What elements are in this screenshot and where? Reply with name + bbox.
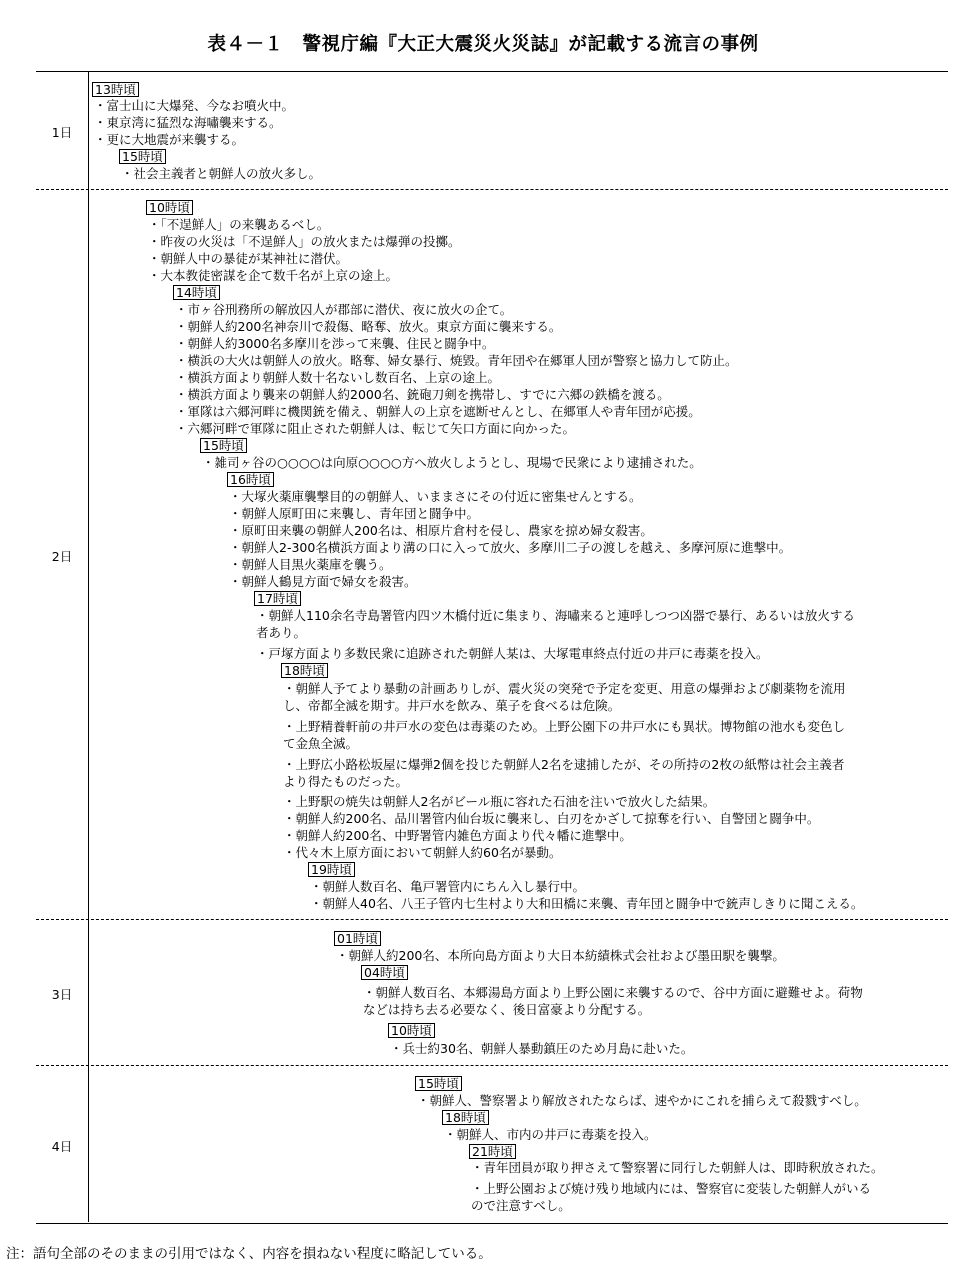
rumor-item: ・上野精養軒前の井戸水の変色は毒薬のため。上野公園下の井戸水にも異状。博物館の池水も変色し [283,719,846,734]
day-label: 3日 [51,987,73,1002]
rumor-item: ・上野公園および焼け残り地域内には、警察官に変装した朝鮮人がいる [471,1181,872,1196]
time-marker: 21時頃 [469,1144,516,1159]
rumor-item: ・朝鮮人数百名、本郷湯島方面より上野公園に来襲するので、谷中方面に避難せよ。荷物 [363,985,863,1000]
time-marker: 01時頃 [334,931,381,946]
time-marker: 10時頃 [388,1023,435,1038]
rumor-item: ・朝鮮人、警察署より解放されたならば、速やかにこれを捕らえて殺戮すべし。 [417,1093,867,1108]
time-marker: 04時頃 [361,965,408,980]
rumor-item: ・富士山に大爆発、今なお噴火中。 [94,98,295,113]
rumor-item: て金魚全滅。 [283,736,359,751]
rumor-item: ・朝鮮人約200名、品川署管内仙台坂に襲来し、白刃をかざして掠奪を行い、自警団と闘争中。 [283,811,820,826]
rumor-item: ・大塚火薬庫襲撃目的の朝鮮人、いままさにその付近に密集せんとする。 [229,489,642,504]
rumor-item: ・横浜方面より朝鮮人数十名ないし数百名、上京の途上。 [175,370,501,385]
day-separator [36,1065,948,1066]
rumor-item: ・朝鮮人約3000名多摩川を渉って来襲、住民と闘争中。 [175,336,495,351]
rumor-item: より得たものだった。 [283,774,409,789]
rumor-item: ・上野広小路松坂屋に爆弾2個を投じた朝鮮人2名を逮捕したが、その所持の2枚の紙幣は社会主義者 [283,757,845,772]
rumor-item: ・兵士約30名、朝鮮人暴動鎮圧のため月島に赴いた。 [390,1041,694,1056]
time-marker: 15時頃 [119,149,166,164]
rumor-item: ・朝鮮人約200名、中野署管内雑色方面より代々幡に進撃中。 [283,828,632,843]
rumor-item: などは持ち去る必要なく、後日富豪より分配する。 [363,1002,651,1017]
time-marker: 18時頃 [442,1110,489,1125]
rumor-item: ・朝鮮人2-300名横浜方面より溝の口に入って放火、多摩川二子の渡しを越え、多摩河原に進撃中。 [229,540,792,555]
footnote: 注：語句全部のそのままの引用ではなく、内容を損ねない程度に略記している。 [6,1246,492,1262]
rumor-item: ・原町田来襲の朝鮮人200名は、相原片倉村を侵し、農家を掠め婦女殺害。 [229,523,653,538]
day-separator [36,189,948,190]
rumor-item: ・戸塚方面より多数民衆に追跡された朝鮮人某は、大塚電車終点付近の井戸に毒薬を投入。 [256,646,769,661]
rumor-item: 者あり。 [256,625,307,640]
rumor-item: ・朝鮮人中の暴徒が某神社に潜伏。 [148,251,349,266]
rumor-item: ・朝鮮人目黒火薬庫を襲う。 [229,557,392,572]
rumor-item: ・青年団員が取り押さえて警察署に同行した朝鮮人は、即時釈放された。 [471,1160,884,1175]
time-marker: 15時頃 [415,1076,462,1091]
rumor-item: ・朝鮮人40名、八王子管内七生村より大和田橋に来襲、青年団と闘争中で銃声しきりに聞こえる。 [310,896,864,911]
rumor-item: ・朝鮮人数百名、亀戸署管内にちん入し暴行中。 [310,879,586,894]
rumor-item: ・六郷河畔で軍隊に阻止された朝鮮人は、転じて矢口方面に向かった。 [175,421,576,436]
rumor-item: ・更に大地震が来襲する。 [94,132,245,147]
time-marker: 14時頃 [173,285,220,300]
rumor-item: ・代々木上原方面において朝鮮人約60名が暴動。 [283,845,562,860]
column-divider [88,71,89,1222]
time-marker: 17時頃 [254,591,301,606]
rumor-item: ・大本教徒密謀を企て数千名が上京の途上。 [148,268,399,283]
rumor-item: ・朝鮮人約200名神奈川で殺傷、略奪、放火。東京方面に襲来する。 [175,319,562,334]
rumor-item: し、帝都全滅を期す。井戸水を飲み、菓子を食べるは危険。 [283,698,621,713]
rumor-item: ・上野駅の焼失は朝鮮人2名がビール瓶に容れた石油を注いで放火した結果。 [283,794,716,809]
day-label: 4日 [51,1139,73,1154]
rumor-item: ・「不逞鮮人」の来襲あるべし。 [148,217,330,232]
rumor-item: ・社会主義者と朝鮮人の放火多し。 [121,166,322,181]
rumor-item: ・朝鮮人110余名寺島署管内四ツ木橋付近に集まり、海嘯来ると連呼しつつ凶器で暴行、あるいは放火する [256,608,855,623]
day-label: 1日 [51,125,73,140]
rumor-item: ・横浜の大火は朝鮮人の放火。略奪、婦女暴行、焼毀。青年団や在郷軍人団が警察と協力して防止。 [175,353,738,368]
rumor-item: ・昨夜の火災は「不逞鮮人」の放火または爆弾の投擲。 [148,234,461,249]
time-marker: 16時頃 [227,472,274,487]
page-title: 表４－１ 警視庁編『大正大震災火災誌』が記載する流言の事例 [207,34,759,55]
rumor-item: ・軍隊は六郷河畔に機関銃を備え、朝鮮人の上京を遮断せんとし、在郷軍人や青年団が応援。 [175,404,701,419]
rumor-item: ・雑司ヶ谷の○○○○は向原○○○○方へ放火しようとし、現場で民衆により逮捕された。 [202,455,702,470]
time-marker: 13時頃 [92,82,139,97]
time-marker: 19時頃 [308,862,355,877]
rumor-item: ・朝鮮人約200名、本所向島方面より大日本紡績株式会社および墨田駅を襲撃。 [336,948,785,963]
time-marker: 15時頃 [200,438,247,453]
rumor-item: ・横浜方面より襲来の朝鮮人約2000名、銃砲刀剣を携帯し、すでに六郷の鉄橋を渡る。 [175,387,670,402]
day-separator [36,919,948,920]
day-label: 2日 [51,549,73,564]
rumor-item: ・市ヶ谷刑務所の解放囚人が郡部に潜伏、夜に放火の企て。 [175,302,513,317]
time-marker: 10時頃 [146,200,193,215]
rumor-item: ・東京湾に猛烈な海嘯襲来する。 [94,115,282,130]
rumor-item: ので注意すべし。 [471,1198,571,1213]
rumor-item: ・朝鮮人原町田に来襲し、青年団と闘争中。 [229,506,480,521]
rumor-item: ・朝鮮人鶴見方面で婦女を殺害。 [229,574,417,589]
rumor-item: ・朝鮮人、市内の井戸に毒薬を投入。 [444,1127,657,1142]
rumor-item: ・朝鮮人予てより暴動の計画ありしが、震火災の突発で予定を変更、用意の爆弾および劇薬物を流用 [283,681,846,696]
time-marker: 18時頃 [281,663,328,678]
